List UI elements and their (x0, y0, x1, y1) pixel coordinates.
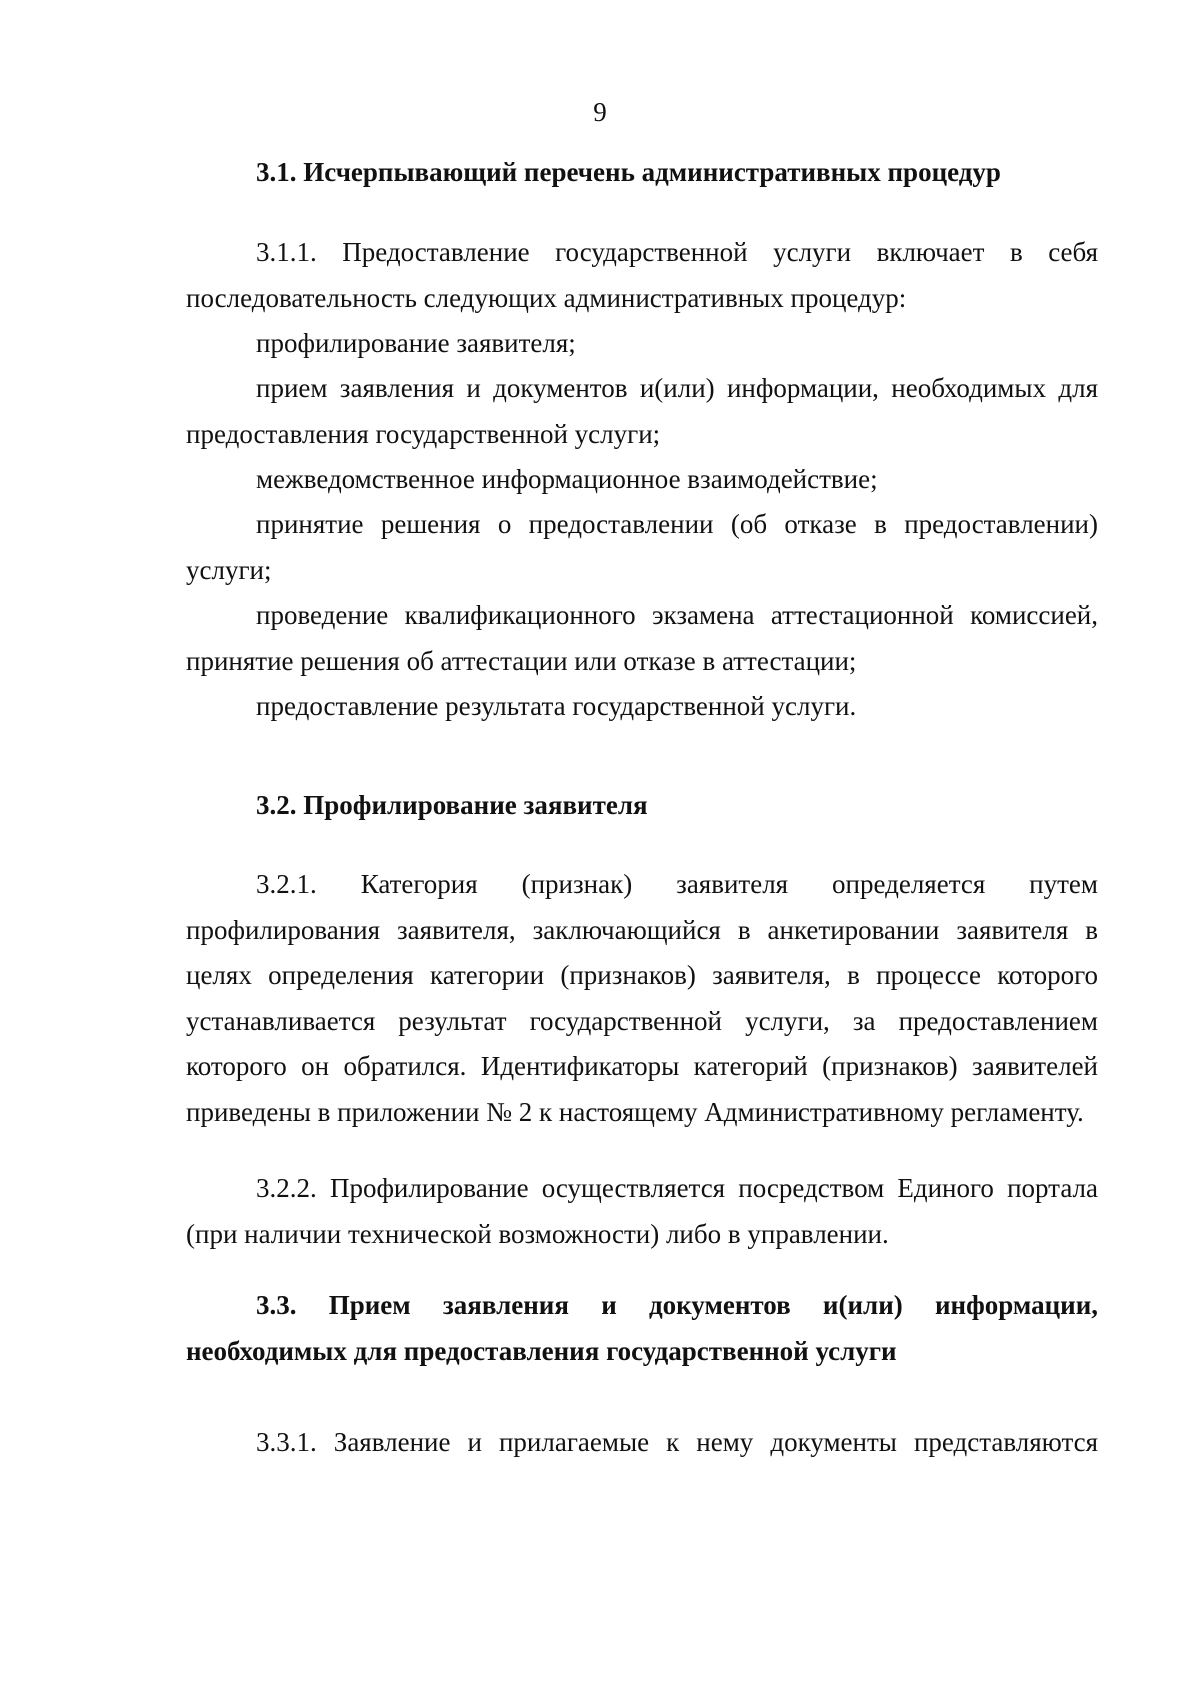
page-number: 9 (593, 97, 607, 127)
list-item-4: принятие решения о предоставлении (об отказе в предоставлении) услуги; (186, 509, 1098, 585)
list-item-2: прием заявления и документов и(или) информации, необходимых для предоставления государственной услуги; (186, 373, 1098, 449)
list-item-1: профилирование заявителя; (256, 328, 576, 358)
section-3-3-heading: 3.3. Прием заявления и документов и(или) информации, необходимых для предоставления государственной услуги (186, 1290, 1098, 1366)
section-3-1-paragraph-1: 3.1.1. Предоставление государственной услуги включает в себя последовательность следующих административных процедур: (186, 237, 1098, 313)
list-item-3: межведомственное информационное взаимодействие; (256, 464, 878, 494)
section-3-1-heading: 3.1. Исчерпывающий перечень административных процедур (256, 157, 1001, 187)
section-3-3-paragraph-1: 3.3.1. Заявление и прилагаемые к нему документы представляются (256, 1427, 1098, 1457)
section-3-2-heading: 3.2. Профилирование заявителя (256, 790, 648, 820)
list-item-5: проведение квалификационного экзамена аттестационной комиссией, принятие решения об аттестации или отказе в аттестации; (186, 600, 1098, 676)
section-3-2-paragraph-2: 3.2.2. Профилирование осуществляется посредством Единого портала (при наличии технической возможности) либо в управлении. (186, 1173, 1098, 1249)
list-item-6: предоставление результата государственной услуги. (256, 691, 857, 721)
section-3-2-paragraph-1: 3.2.1. Категория (признак) заявителя определяется путем профилирования заявителя, заключающийся в анкетировании заявителя в целях определения категории (признаков) заявителя, в процессе которого устанавливается результат государственной услуги, за предоставлением которого он обратился. Идентификаторы категорий (признаков) заявителей приведены в приложении № 2 к настоящему Административному регламенту. (186, 869, 1098, 1127)
